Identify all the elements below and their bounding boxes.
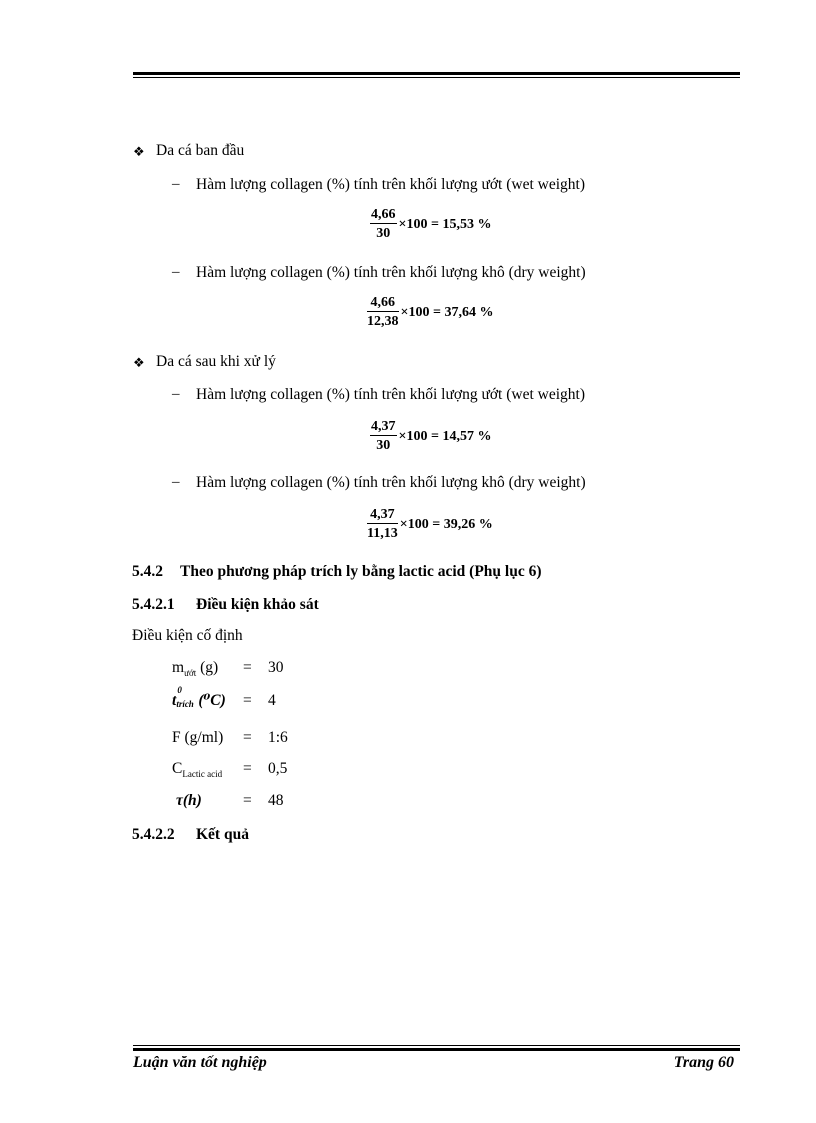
fixed-conditions-label: Điều kiện cố định: [132, 627, 243, 644]
formula-denominator: 11,13: [367, 526, 398, 541]
formula-2-2: [367, 506, 493, 543]
condition-m: $m_{ướt}$ (g): [172, 659, 219, 679]
footer-title: Luận văn tốt nghiệp: [133, 1054, 267, 1071]
footer-rule-thick: [133, 1048, 740, 1051]
item-text-1-1: Hàm lượng collagen (%) tính trên khối lượng ướt (wet weight): [196, 176, 585, 193]
bullet-heading-2: Da cá sau khi xử lý: [156, 353, 276, 370]
formula-result: ×100 = 15,53 %: [398, 216, 492, 232]
formula-1-2: [367, 294, 493, 331]
dash-icon: –: [172, 474, 180, 490]
section-title-542: Theo phương pháp trích ly bằng lactic acid (Phụ lục 6): [180, 563, 542, 580]
equals-sign: =: [243, 729, 252, 746]
section-number-5421: 5.4.2.1: [132, 596, 175, 613]
condition-tau: τ(h): [176, 792, 202, 809]
condition-t: t 0 trích (⁰C): [172, 685, 226, 709]
item-text-2-1: Hàm lượng collagen (%) tính trên khối lượng ướt (wet weight): [196, 386, 585, 403]
condition-value-tau: 48: [268, 792, 284, 809]
dash-icon: –: [172, 264, 180, 280]
formula-denominator: 12,38: [367, 314, 399, 329]
section-title-5422: Kết quả: [196, 826, 249, 843]
equals-sign: =: [243, 692, 252, 709]
header-rule-thick: [133, 72, 740, 75]
condition-F: F (g/ml): [172, 729, 224, 746]
condition-value-F: 1:6: [268, 729, 288, 746]
formula-result: ×100 = 14,57 %: [398, 428, 492, 444]
footer-rule-thin: [133, 1045, 740, 1046]
diamond-bullet-icon: ❖: [133, 355, 145, 370]
section-number-5422: 5.4.2.2: [132, 826, 175, 843]
condition-value-m: 30: [268, 659, 284, 676]
section-number-542: 5.4.2: [132, 563, 163, 580]
condition-value-t: 4: [268, 692, 276, 709]
equals-sign: =: [243, 792, 252, 809]
item-text-2-2: Hàm lượng collagen (%) tính trên khối lượng khô (dry weight): [196, 474, 586, 491]
dash-icon: –: [172, 176, 180, 192]
formula-numerator: 4,66: [370, 295, 395, 310]
formula-denominator: 30: [376, 226, 391, 241]
formula-denominator: 30: [376, 438, 391, 453]
section-title-5421: Điều kiện khảo sát: [196, 596, 319, 613]
formula-result: ×100 = 37,64 %: [400, 304, 494, 320]
equals-sign: =: [243, 659, 252, 676]
page-number: Trang 60: [673, 1054, 734, 1071]
diamond-bullet-icon: ❖: [133, 144, 145, 159]
item-text-1-2: Hàm lượng collagen (%) tính trên khối lượng khô (dry weight): [196, 264, 586, 281]
dash-icon: –: [172, 386, 180, 402]
formula-1-1: [370, 206, 491, 243]
condition-value-C: 0,5: [268, 760, 288, 777]
formula-2-1: [370, 418, 491, 455]
equals-sign: =: [243, 760, 252, 777]
bullet-heading-1: Da cá ban đầu: [156, 142, 245, 159]
header-rule-thin: [133, 77, 740, 78]
formula-numerator: 4,37: [371, 419, 396, 434]
condition-C: $C_{Lactic acid}$: [172, 760, 223, 780]
formula-numerator: 4,66: [371, 207, 396, 222]
formula-numerator: 4,37: [370, 507, 395, 522]
formula-result: ×100 = 39,26 %: [399, 516, 493, 532]
